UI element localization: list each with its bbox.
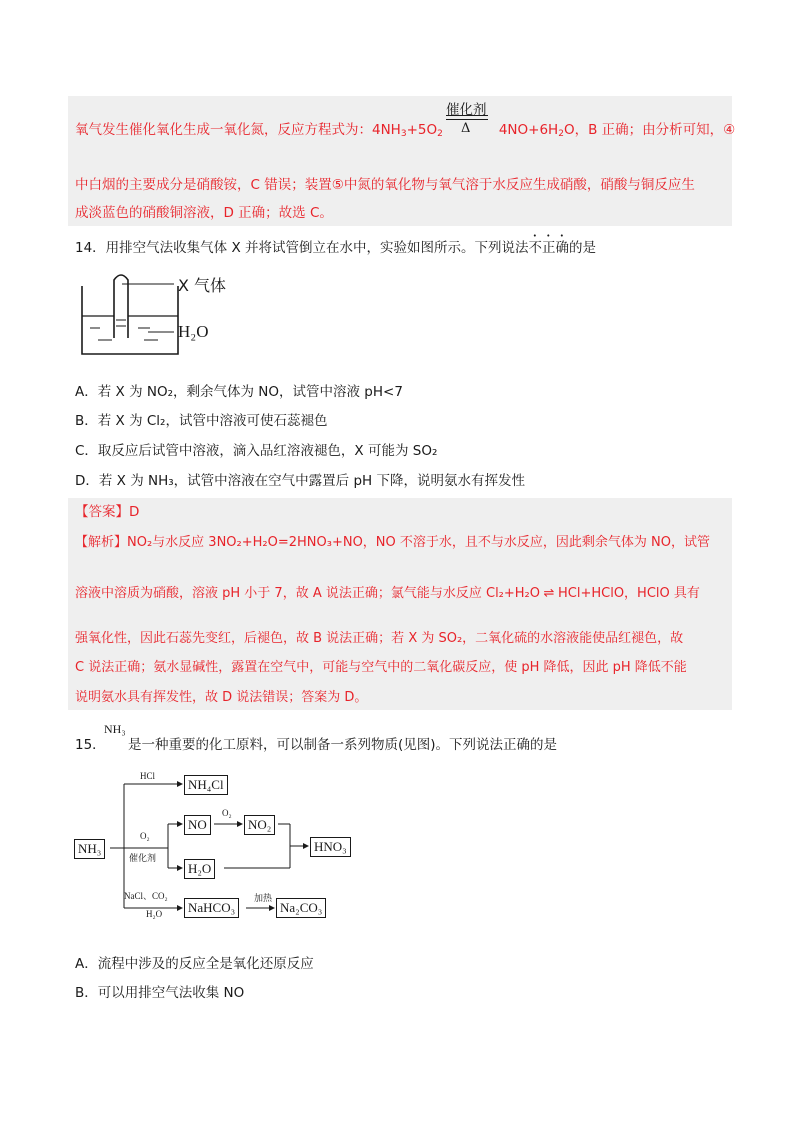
q15-option-a: A．流程中涉及的反应全是氧化还原反应 xyxy=(75,956,314,972)
q14-option-c: C．取反应后试管中溶液，滴入品红溶液褪色，X 可能为 SO₂ xyxy=(75,443,438,459)
heat-symbol: Δ xyxy=(461,121,471,136)
flow-label-h2o: H₂O xyxy=(146,909,163,919)
q15-stem: 是一种重要的化工原料，可以制备一系列物质(见图)。下列说法正确的是 xyxy=(128,737,558,753)
catalyst-label: 催化剂 xyxy=(446,102,487,118)
flow-label-catalyst: 催化剂 xyxy=(129,853,157,863)
q14-option-b: B．若 X 为 Cl₂，试管中溶液可使石蕊褪色 xyxy=(75,413,328,429)
q15-number: 15． xyxy=(75,737,106,753)
beaker-outline xyxy=(82,286,178,354)
flow-box-na2co3: Na₂CO₃ xyxy=(276,898,326,918)
reversible-arrow: ⇌ xyxy=(543,586,555,601)
q13-analysis-line3: 成淡蓝色的硝酸铜溶液，D 正确；故选 C。 xyxy=(75,205,333,221)
flow-box-hno3: HNO₃ xyxy=(310,837,351,857)
q15-stem-formula: NH₃ xyxy=(104,722,126,736)
flow-box-no2: NO₂ xyxy=(244,815,275,835)
q13-analysis-line2: 中白烟的主要成分是硝酸铵，C 错误；装置⑤中氮的氧化物与氧气溶于水反应生成硝酸，硝酸与铜反应生 xyxy=(75,177,695,193)
q15-option-b: B．可以用排空气法收集 NO xyxy=(75,985,245,1001)
flow-box-nh4cl: NH₄Cl xyxy=(184,775,228,795)
flow-label-o2-oxidation: O₂ xyxy=(222,808,232,818)
flow-label-hcl: HCl xyxy=(140,771,156,781)
q14-option-d: D．若 X 为 NH₃，试管中溶液在空气中露置后 pH 下降，说明氨水有挥发性 xyxy=(75,473,525,489)
emphasis-text: 不正确 xyxy=(528,240,570,256)
q14-answer-block xyxy=(68,498,732,710)
q14-analysis-line2: 溶液中溶质为硝酸，溶液 pH 小于 7，故 A 说法正确；氯气能与水反应 Cl₂+H₂O ⇌ HCl+HClO，HClO 具有 xyxy=(75,584,700,604)
flow-box-nahco3: NaHCO₃ xyxy=(184,898,239,918)
q14-analysis-line4: C 说法正确；氨水显碱性，露置在空气中，可能与空气中的二氧化碳反应，使 pH 降低，因此 pH 降低不能 xyxy=(75,660,687,675)
q14-stem: 14．用排空气法收集气体 X 并将试管倒立在水中，实验如图所示。下列说法不正确的是 xyxy=(75,240,597,256)
flow-label-heat: 加热 xyxy=(254,893,273,903)
water-label: H₂O xyxy=(178,322,209,341)
q13-analysis-line1: 氧气发生催化氧化生成一氧化氮，反应方程式为：$4NH_3+5O_2$ $4NO+6H_2O$，B 正确；由分析可知，④ xyxy=(75,122,736,139)
gas-x-label: X 气体 xyxy=(178,276,227,295)
flow-label-o2: O₂ xyxy=(140,831,150,841)
flow-box-no: NO xyxy=(184,815,211,835)
q14-analysis-line3: 强氧化性，因此石蕊先变红，后褪色，故 B 说法正确；若 X 为 SO₂，二氧化硫的水溶液能使品红褪色，故 xyxy=(75,631,684,646)
q14-analysis-line5: 说明氨水具有挥发性，故 D 说法错误；答案为 D。 xyxy=(75,690,368,705)
q14-answer: 【答案】D xyxy=(75,504,140,520)
flow-box-h2o: H₂O xyxy=(184,859,215,879)
q14-option-a: A．若 X 为 NO₂，剩余气体为 NO，试管中溶液 pH<7 xyxy=(75,384,403,400)
q14-analysis-line1: 【解析】NO₂与水反应 3NO₂+H₂O=2HNO₃+NO，NO 不溶于水，且不与水反应，因此剩余气体为 NO，试管 xyxy=(75,535,710,550)
flow-label-nacl-co2: NaCl、CO₂ xyxy=(124,891,168,901)
flow-box-nh3: NH₃ xyxy=(74,839,105,859)
